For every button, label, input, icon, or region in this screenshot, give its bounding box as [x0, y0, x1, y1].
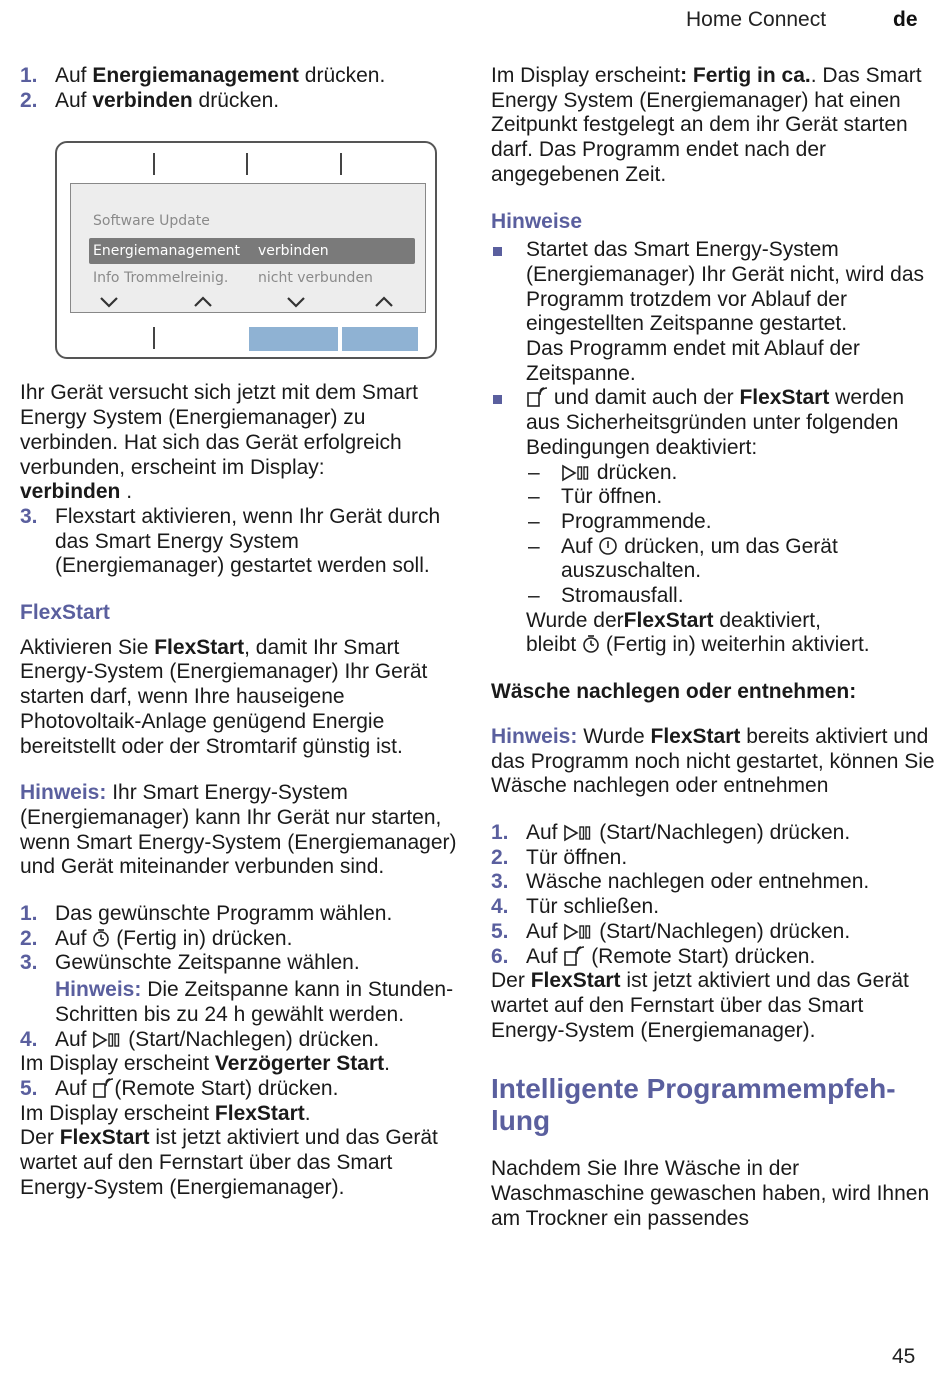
display-divider — [153, 327, 155, 349]
deactivated-note: Wurde derFlexStart deaktiviert, bleibt (Fertig in) weiterhin aktiviert. — [526, 608, 870, 657]
list-item: 5. Auf (Start/Nachlegen) drücken. — [491, 919, 851, 943]
header-section-title: Home Connect — [686, 8, 827, 31]
display-divider — [153, 153, 155, 175]
list-item: 2. Auf verbinden drücken. — [20, 88, 280, 112]
dash-item: – Auf drücken, um das Gerät auszuschalten. — [528, 534, 838, 583]
notes-heading: Hinweise — [491, 209, 583, 233]
display-flexstart-line: Im Display erscheint FlexStart. — [20, 1101, 311, 1125]
dash-item: – Tür öffnen. — [528, 485, 663, 509]
final-paragraph: Der FlexStart ist jetzt aktiviert und das Gerät wartet auf den Fernstart über das Smart Energy-System (Energiemanager). — [20, 1126, 438, 1199]
reload-heading: Wäsche nachlegen oder entnehmen: — [491, 680, 857, 704]
bullet-marker — [493, 247, 502, 256]
start-pause-icon — [563, 923, 593, 941]
flexstart-heading: FlexStart — [20, 601, 110, 625]
menu-row-selected: Energiemanagement verbinden — [89, 238, 415, 264]
list-item: 2. Tür öffnen. — [491, 845, 628, 869]
hint-paragraph: Hinweis: Die Zeitspanne kann in Stunden-Schritten bis zu 24 h gewählt werden. — [55, 978, 454, 1026]
list-item: 1. Das gewünschte Programm wählen. — [20, 902, 393, 926]
menu-row: Software Update — [93, 213, 210, 229]
list-item: 3. Gewünschte Zeitspanne wählen. — [20, 951, 360, 975]
display-delay-line: Im Display erscheint Verzögerter Start. — [20, 1052, 390, 1076]
list-item: 4. Tür schließen. — [491, 895, 660, 919]
display-divider — [246, 153, 248, 175]
chevron-up-icon — [193, 296, 213, 308]
appliance-display-illustration — [55, 141, 437, 359]
display-button-highlight — [249, 327, 338, 351]
timer-icon — [92, 928, 110, 948]
right-column — [491, 64, 936, 1231]
connect-paragraph: Ihr Gerät versucht sich jetzt mit dem Smart Energy System (Energiemanager) zu verbinden. Hat sich das Gerät erfolgreich verbunden, erscheint im Display: verbinden . — [20, 381, 418, 504]
menu-row: Info Trommelreinig. nicht verbunden — [93, 270, 373, 286]
list-item: 3. Flexstart aktivieren, wenn Ihr Gerät durch das Smart Energy System (Energiemanager) gestartet werden soll. — [20, 504, 441, 578]
chevron-down-icon — [99, 296, 119, 308]
remote-start-icon — [92, 1078, 114, 1098]
hint-paragraph: Hinweis: Wurde FlexStart bereits aktiviert und das Programm noch nicht gestartet, können Sie Wäsche nachlegen oder entnehmen — [491, 724, 935, 798]
hint-paragraph: Hinweis: Ihr Smart Energy-System (Energiemanager) kann Ihr Gerät nur starten, wenn Smart Energy-System (Energiemanager) und Gerät miteinander verbunden sind. — [20, 781, 457, 879]
list-item: 5. Auf (Remote Start) drücken. — [20, 1076, 339, 1100]
display-button-highlight — [342, 327, 418, 351]
remote-start-icon — [563, 946, 585, 966]
power-icon — [598, 536, 618, 556]
section-heading: Intelligente Programmempfehlung — [491, 1073, 896, 1137]
start-pause-icon — [563, 824, 593, 842]
list-item: und damit auch der FlexStart werden aus Sicherheitsgründen unter folgenden Bedingungen deaktiviert: – drücken. – Tür öffnen. – Programmende. – Auf drücken, um das Gerät auszuschalten. – Stromausfall. Wurde derFlexStart deaktiviert, bleibt (Fertig in) weiterhin aktiviert. — [491, 386, 936, 658]
list-item: 2. Auf (Fertig in) drücken. — [20, 926, 293, 950]
start-pause-icon — [92, 1031, 122, 1049]
dash-item: – drücken. — [528, 460, 678, 484]
dash-item: – Programmende. — [528, 509, 712, 533]
chevron-down-icon — [286, 296, 306, 308]
timer-icon — [582, 634, 600, 654]
list-item: Startet das Smart Energy-System (Energiemanager) Ihr Gerät nicht, wird das Programm trotzdem vor Ablauf der eingestellten Zeitspanne gestartet. Das Programm endet mit Ablauf der Zeitspanne. — [491, 238, 936, 386]
page-number: 45 — [892, 1345, 916, 1368]
flexstart-paragraph: Aktivieren Sie FlexStart, damit Ihr Smart Energy-System (Energiemanager) Ihr Gerät starten darf, wenn Ihre hauseigene Photovoltaik-Anlage genügend Energie bereitstellt oder der Stromtarif günstig ist. — [20, 635, 428, 758]
list-item: 1. Auf Energiemanagement drücken. — [20, 64, 386, 87]
header-language: de — [893, 8, 918, 31]
start-pause-icon — [561, 464, 591, 482]
display-screen — [70, 183, 426, 313]
final-paragraph: Der FlexStart ist jetzt aktiviert und das Gerät wartet auf den Fernstart über das Smart Energy-System (Energiemanager). — [491, 969, 909, 1042]
list-item: 3. Wäsche nachlegen oder entnehmen. — [491, 870, 870, 894]
display-divider — [340, 153, 342, 175]
list-item: 6. Auf (Remote Start) drücken. — [491, 944, 816, 968]
dash-item: – Stromausfall. — [528, 584, 684, 608]
list-item: 1. Auf (Start/Nachlegen) drücken. — [491, 820, 851, 844]
section-paragraph: Nachdem Sie Ihre Wäsche in der Waschmaschine gewaschen haben, wird Ihnen am Trockner ein passendes — [491, 1157, 930, 1230]
bullet-marker — [493, 395, 502, 404]
list-item: 4. Auf (Start/Nachlegen) drücken. — [20, 1027, 380, 1051]
intro-paragraph: Im Display erscheint: Fertig in ca.. Das Smart Energy System (Energiemanager) hat einen Zeitpunkt festgelegt an dem ihr Gerät starten darf. Das Programm endet nach der angegebenen Zeit. — [491, 64, 922, 186]
remote-start-icon — [526, 387, 548, 407]
chevron-up-icon — [374, 296, 394, 308]
